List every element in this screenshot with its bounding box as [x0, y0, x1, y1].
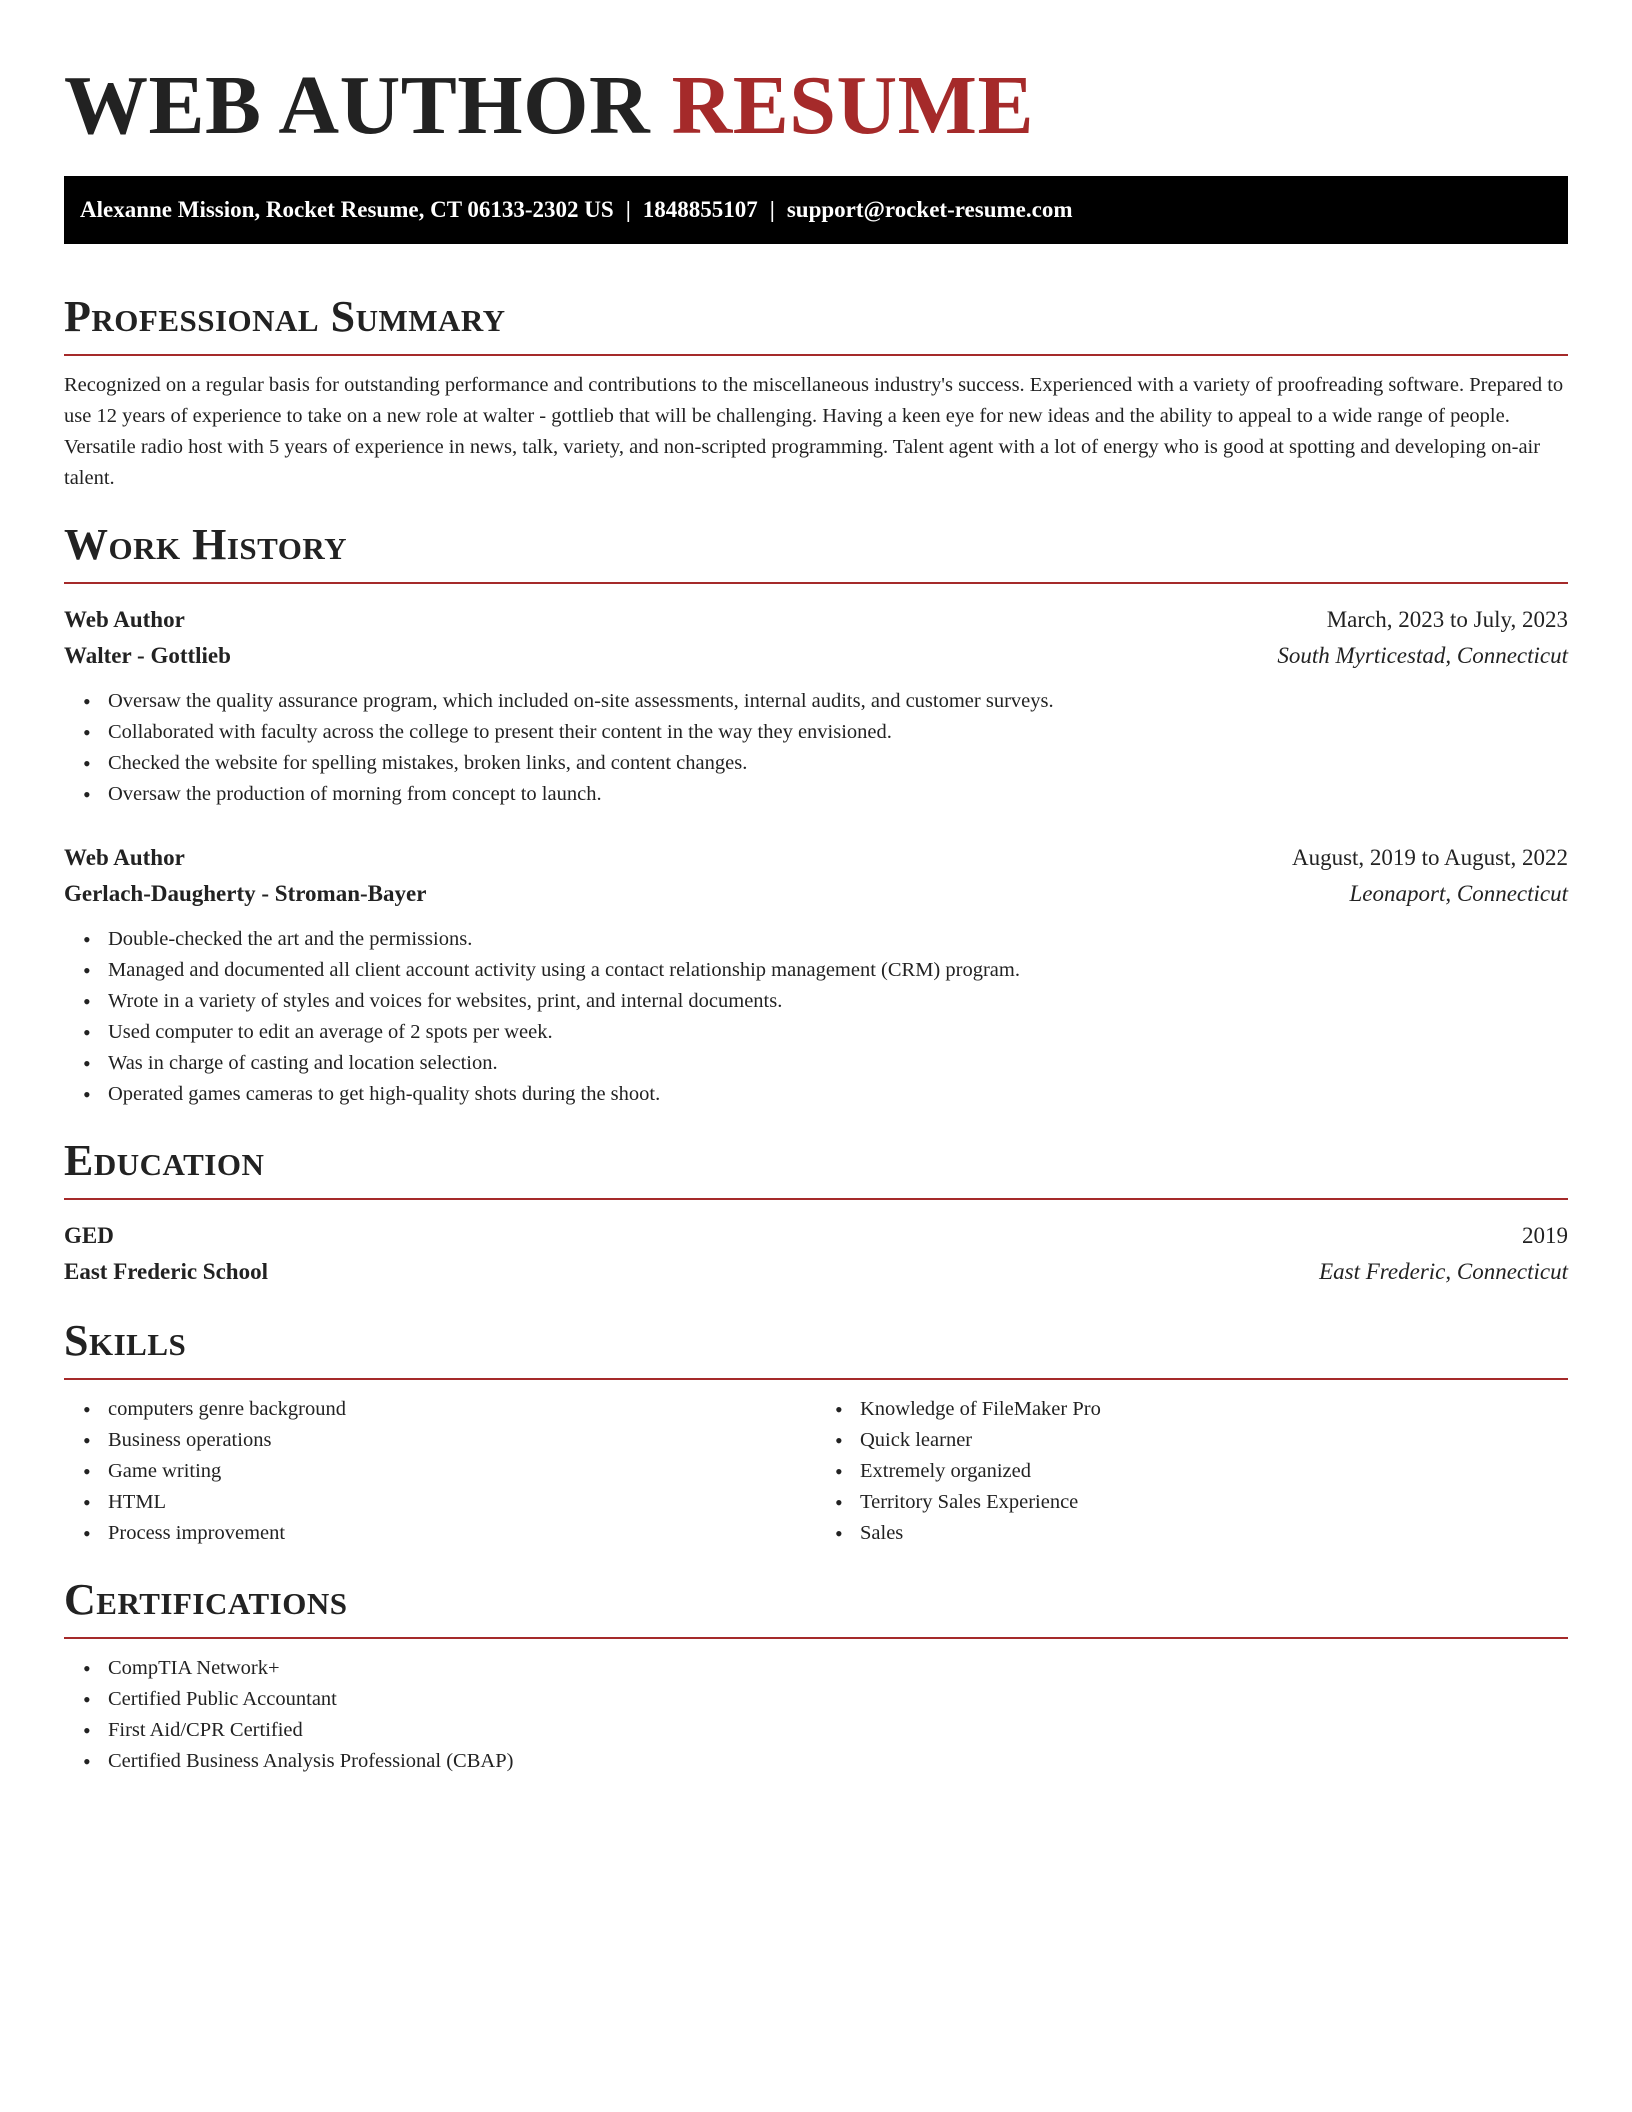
title-accent: RESUME: [671, 59, 1034, 152]
education-degree: GED: [64, 1223, 114, 1248]
job-title: Web Author: [64, 607, 185, 632]
skill-item: • Extremely organized: [860, 1456, 1568, 1487]
job-dates: August, 2019 to August, 2022: [1291, 845, 1568, 870]
section-divider: [64, 354, 1568, 356]
job-header-row: [64, 602, 1568, 638]
job-company: Gerlach-Daugherty - Stroman-Bayer: [64, 881, 427, 906]
education-heading: Education: [64, 1136, 265, 1185]
skills-column-right: [816, 1394, 1568, 1549]
skill-item: • Territory Sales Experience: [860, 1487, 1568, 1518]
contact-phone: 1848855107: [642, 197, 758, 222]
work-history-section: [64, 518, 1568, 1110]
skills-list: [64, 1394, 816, 1549]
list-item: • Was in charge of casting and location selection.: [108, 1048, 1568, 1079]
summary-section: [64, 290, 1568, 494]
title-main: WEB AUTHOR: [64, 59, 651, 152]
list-item: • Checked the website for spelling mistakes, broken links, and content changes.: [108, 748, 1568, 779]
job-entry: [64, 602, 1568, 810]
job-company-row: [64, 638, 1568, 674]
section-divider: [64, 582, 1568, 584]
list-item: • Oversaw the production of morning from concept to launch.: [108, 779, 1568, 810]
summary-heading: Professional Summary: [64, 292, 506, 341]
job-dates: March, 2023 to July, 2023: [1326, 607, 1568, 632]
certification-item: • Certified Business Analysis Professional (CBAP): [108, 1746, 1568, 1777]
education-school: East Frederic School: [64, 1259, 268, 1284]
job-header-row: [64, 840, 1568, 876]
skill-item: • Knowledge of FileMaker Pro: [860, 1394, 1568, 1425]
skill-item: • computers genre background: [108, 1394, 816, 1425]
job-company-row: [64, 876, 1568, 912]
contact-separator: |: [769, 197, 775, 222]
list-item: • Managed and documented all client account activity using a contact relationship management (CRM) program.: [108, 955, 1568, 986]
certifications-list: [64, 1653, 1568, 1777]
job-duties-list: [64, 924, 1568, 1110]
summary-text: Recognized on a regular basis for outstanding performance and contributions to the miscellaneous industry's success. Experienced with a variety of proofreading software. Prepared to use 12 years of experience to take on a new role at walter - gottlieb that will be challenging. Having a keen eye for new ideas and the ability to appeal to a wide range of people. Versatile radio host with 5 years of experience in news, talk, variety, and non-scripted programming. Talent agent with a lot of energy who is good at spotting and developing on-air talent.: [64, 374, 1564, 489]
list-item: • Oversaw the quality assurance program, which included on-site assessments, internal audits, and customer surveys.: [108, 686, 1568, 717]
list-item: • Operated games cameras to get high-quality shots during the shoot.: [108, 1079, 1568, 1110]
skill-item: • Business operations: [108, 1425, 816, 1456]
education-school-row: [64, 1254, 1568, 1290]
section-divider: [64, 1637, 1568, 1639]
section-divider: [64, 1378, 1568, 1380]
job-entry: [64, 840, 1568, 1110]
contact-bar: [64, 176, 1568, 244]
contact-address: Alexanne Mission, Rocket Resume, CT 06133-2302 US: [80, 197, 614, 222]
job-location: South Myrticestad, Connecticut: [1277, 643, 1568, 668]
job-company: Walter - Gottlieb: [64, 643, 231, 668]
skill-item: • Process improvement: [108, 1518, 816, 1549]
skills-section: [64, 1314, 1568, 1549]
skill-item: • Sales: [860, 1518, 1568, 1549]
list-item: • Double-checked the art and the permissions.: [108, 924, 1568, 955]
education-section: [64, 1134, 1568, 1290]
section-divider: [64, 1198, 1568, 1200]
skills-list: [816, 1394, 1568, 1549]
certifications-heading: Certifications: [64, 1575, 348, 1624]
education-year: 2019: [1522, 1223, 1568, 1248]
contact-separator: |: [625, 197, 631, 222]
skill-item: • Quick learner: [860, 1425, 1568, 1456]
education-degree-row: [64, 1218, 1568, 1254]
certifications-section: [64, 1573, 1568, 1777]
list-item: • Used computer to edit an average of 2 spots per week.: [108, 1017, 1568, 1048]
list-item: • Wrote in a variety of styles and voices for websites, print, and internal documents.: [108, 986, 1568, 1017]
resume-title: [64, 56, 1568, 156]
job-title: Web Author: [64, 845, 185, 870]
skills-grid: [64, 1394, 1568, 1549]
contact-email: support@rocket-resume.com: [786, 197, 1073, 222]
job-location: Leonaport, Connecticut: [1349, 881, 1568, 906]
skill-item: • HTML: [108, 1487, 816, 1518]
list-item: • Collaborated with faculty across the college to present their content in the way they envisioned.: [108, 717, 1568, 748]
certification-item: • First Aid/CPR Certified: [108, 1715, 1568, 1746]
skill-item: • Game writing: [108, 1456, 816, 1487]
certification-item: • CompTIA Network+: [108, 1653, 1568, 1684]
skills-column-left: [64, 1394, 816, 1549]
job-duties-list: [64, 686, 1568, 810]
skills-heading: Skills: [64, 1316, 187, 1365]
certification-item: • Certified Public Accountant: [108, 1684, 1568, 1715]
work-history-heading: Work History: [64, 520, 348, 569]
education-location: East Frederic, Connecticut: [1319, 1259, 1568, 1284]
